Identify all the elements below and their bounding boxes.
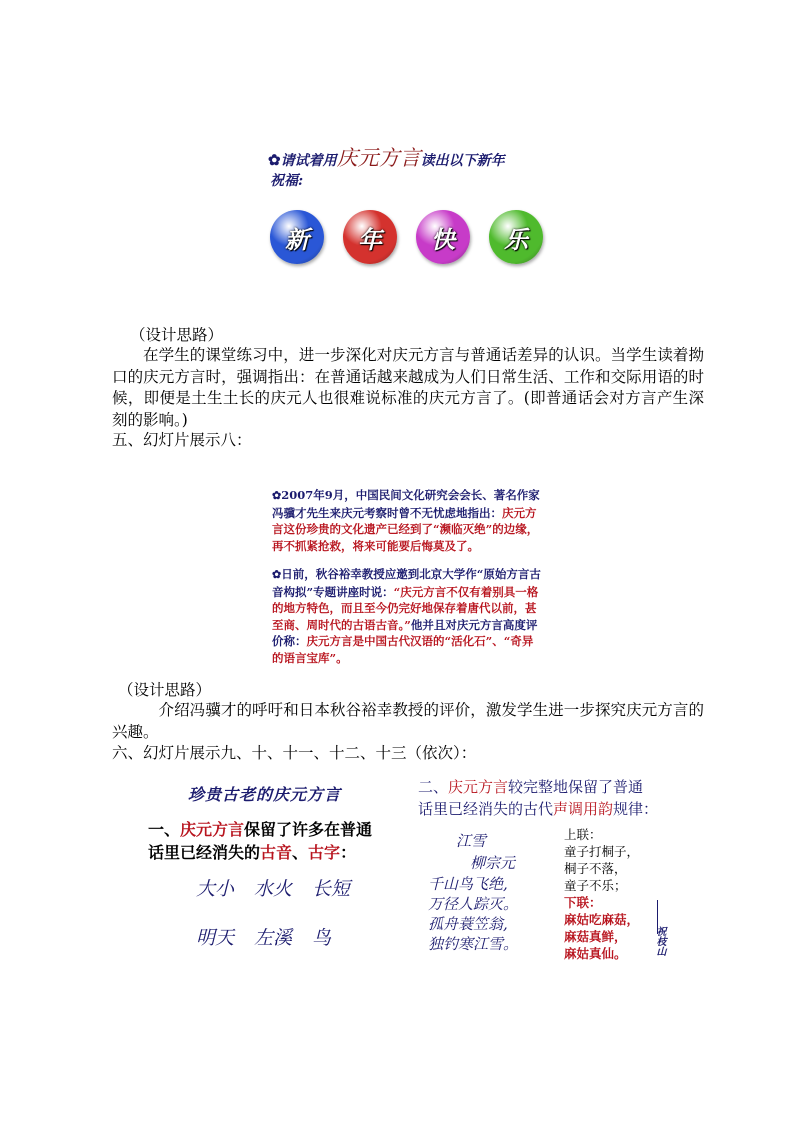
word: 水火 (254, 878, 293, 900)
upper-label: 上联： (564, 827, 602, 842)
head-em: 庆元方言 (448, 778, 509, 796)
head2-post: 规律： (613, 800, 659, 818)
upper-line: 童子不乐； (564, 878, 627, 893)
word: 大小 (196, 878, 235, 900)
poem-line: 孤舟蓑笠翁, (428, 915, 508, 933)
poem-title: 江雪 (456, 832, 487, 850)
lower-line: 麻姑吃麻菇， (564, 912, 640, 927)
ball-char: 新 (285, 224, 309, 254)
slide8-p1b: 庆元方言这份珍贵的文化遗产已经到了“濒临灭绝”的边缘，再不抓紧抢救，将来可能要后悔莫及了。 (272, 505, 539, 553)
lower-line: 麻菇真鲜， (564, 929, 627, 944)
head-pre: 二、 (418, 778, 449, 796)
head2-pre: 话里已经消失的古代 (418, 800, 554, 818)
new-year-ball (489, 210, 543, 264)
line2-sep: 、 (292, 843, 309, 862)
couplet (564, 826, 639, 962)
flower-bullet-icon: ✿ (268, 151, 281, 169)
slide-right (418, 776, 688, 976)
section2-heading: （设计思路） (118, 681, 212, 699)
line1-em: 庆元方言 (180, 820, 245, 839)
poem-line: 独钓寒江雪。 (428, 935, 519, 953)
section1-heading: （设计思路） (130, 326, 224, 344)
prompt-line2: 祝福: (270, 173, 304, 189)
slide8-p2a: 日前，秋谷裕幸教授应邀到北京大学作“原始方言古音构拟”专题讲座时说： (272, 567, 541, 599)
slide-eight (272, 487, 544, 666)
flower-bullet-icon: ✿ (272, 568, 282, 581)
slide8-p1a: 2007年9月，中国民间文化研究会会长、著名作家冯骥才先生来庆元考察时曾不无忧虑地指出： (272, 488, 540, 520)
upper-line: 桐子不落， (564, 861, 627, 876)
slide8-paragraph-1 (272, 487, 544, 554)
ball-char: 乐 (504, 224, 528, 254)
poem-author: 柳宗元 (470, 854, 516, 872)
slide-left-title: 珍贵古老的庆元方言 (188, 785, 342, 804)
prompt-line (268, 142, 505, 172)
word: 明天 (196, 927, 235, 949)
prompt-emphasis: 庆元方言 (336, 146, 421, 170)
slide8-p2d: 庆元方言是中国古代汉语的“活化石”、“奇异的语言宝库”。 (272, 634, 534, 665)
line1-pre: 一、 (148, 820, 181, 839)
poem-lines (428, 874, 518, 954)
prompt-post: 读出以下新年 (420, 153, 505, 169)
ball-char: 年 (358, 224, 382, 254)
head2-em: 声调用韵 (553, 800, 614, 818)
new-year-ball (416, 210, 470, 264)
prompt-pre: 请试着用 (280, 153, 337, 169)
couplet-author: 祝枝山 (654, 926, 665, 956)
word: 鸟 (312, 927, 332, 949)
lower-line: 麻姑真仙。 (564, 946, 627, 961)
head-post: 较完整地保留了普通 (508, 778, 644, 796)
word: 长短 (312, 878, 351, 900)
word: 左溪 (254, 927, 293, 949)
section2-next: 六、幻灯片展示九、十、十一、十二、十三（依次）： (112, 744, 477, 762)
line2-post: ： (340, 843, 357, 862)
new-year-slide (268, 140, 558, 280)
line1-post: 保留了许多在普通 (244, 820, 373, 839)
new-year-ball (270, 210, 324, 264)
new-year-ball (343, 210, 397, 264)
section1-next: 五、幻灯片展示八： (112, 431, 252, 449)
slide8-p2b: “庆元方言不仅有着别具一格的地方特色，而且至今仍完好地保存着唐代以前，甚至商、周时代的古语古音。” (272, 584, 539, 632)
slide8-paragraph-2 (272, 566, 544, 666)
line2-em2: 古字 (308, 843, 341, 862)
lower-label: 下联： (564, 895, 602, 910)
ancient-words-row-2 (196, 923, 331, 950)
slide8-p2c: 他并且对庆元方言高度评价称： (272, 617, 538, 648)
slide-right-head1 (418, 776, 643, 797)
slide-left (140, 780, 410, 970)
ball-char: 快 (431, 224, 455, 254)
poem-line: 万径人踪灭。 (428, 895, 519, 913)
ancient-words-row-1 (196, 874, 350, 901)
ball-row (270, 210, 543, 264)
section1-paragraph: 在学生的课堂练习中，进一步深化对庆元方言与普通话差异的认识。当学生读着拗口的庆元方言时，强调指出：在普通话越来越成为人们日常生活、工作和交际用语的时候，即便是土生土长的庆元人也很难说标准的庆元方言了。(即普通话会对方言产生深刻的影响。) (112, 346, 704, 429)
flower-bullet-icon: ✿ (272, 489, 282, 502)
line2-pre: 话里已经消失的 (148, 843, 261, 862)
poem-line: 千山鸟飞绝, (428, 875, 508, 893)
section2-paragraph: 介绍冯骥才的呼吁和日本秋谷裕幸教授的评价，激发学生进一步探究庆元方言的兴趣。 (112, 701, 704, 741)
line2-em1: 古音 (260, 843, 293, 862)
slide-left-line1 (148, 817, 372, 840)
upper-line: 童子打桐子， (564, 844, 640, 859)
slide-left-line2 (148, 840, 356, 863)
slide-right-head2 (418, 798, 658, 819)
